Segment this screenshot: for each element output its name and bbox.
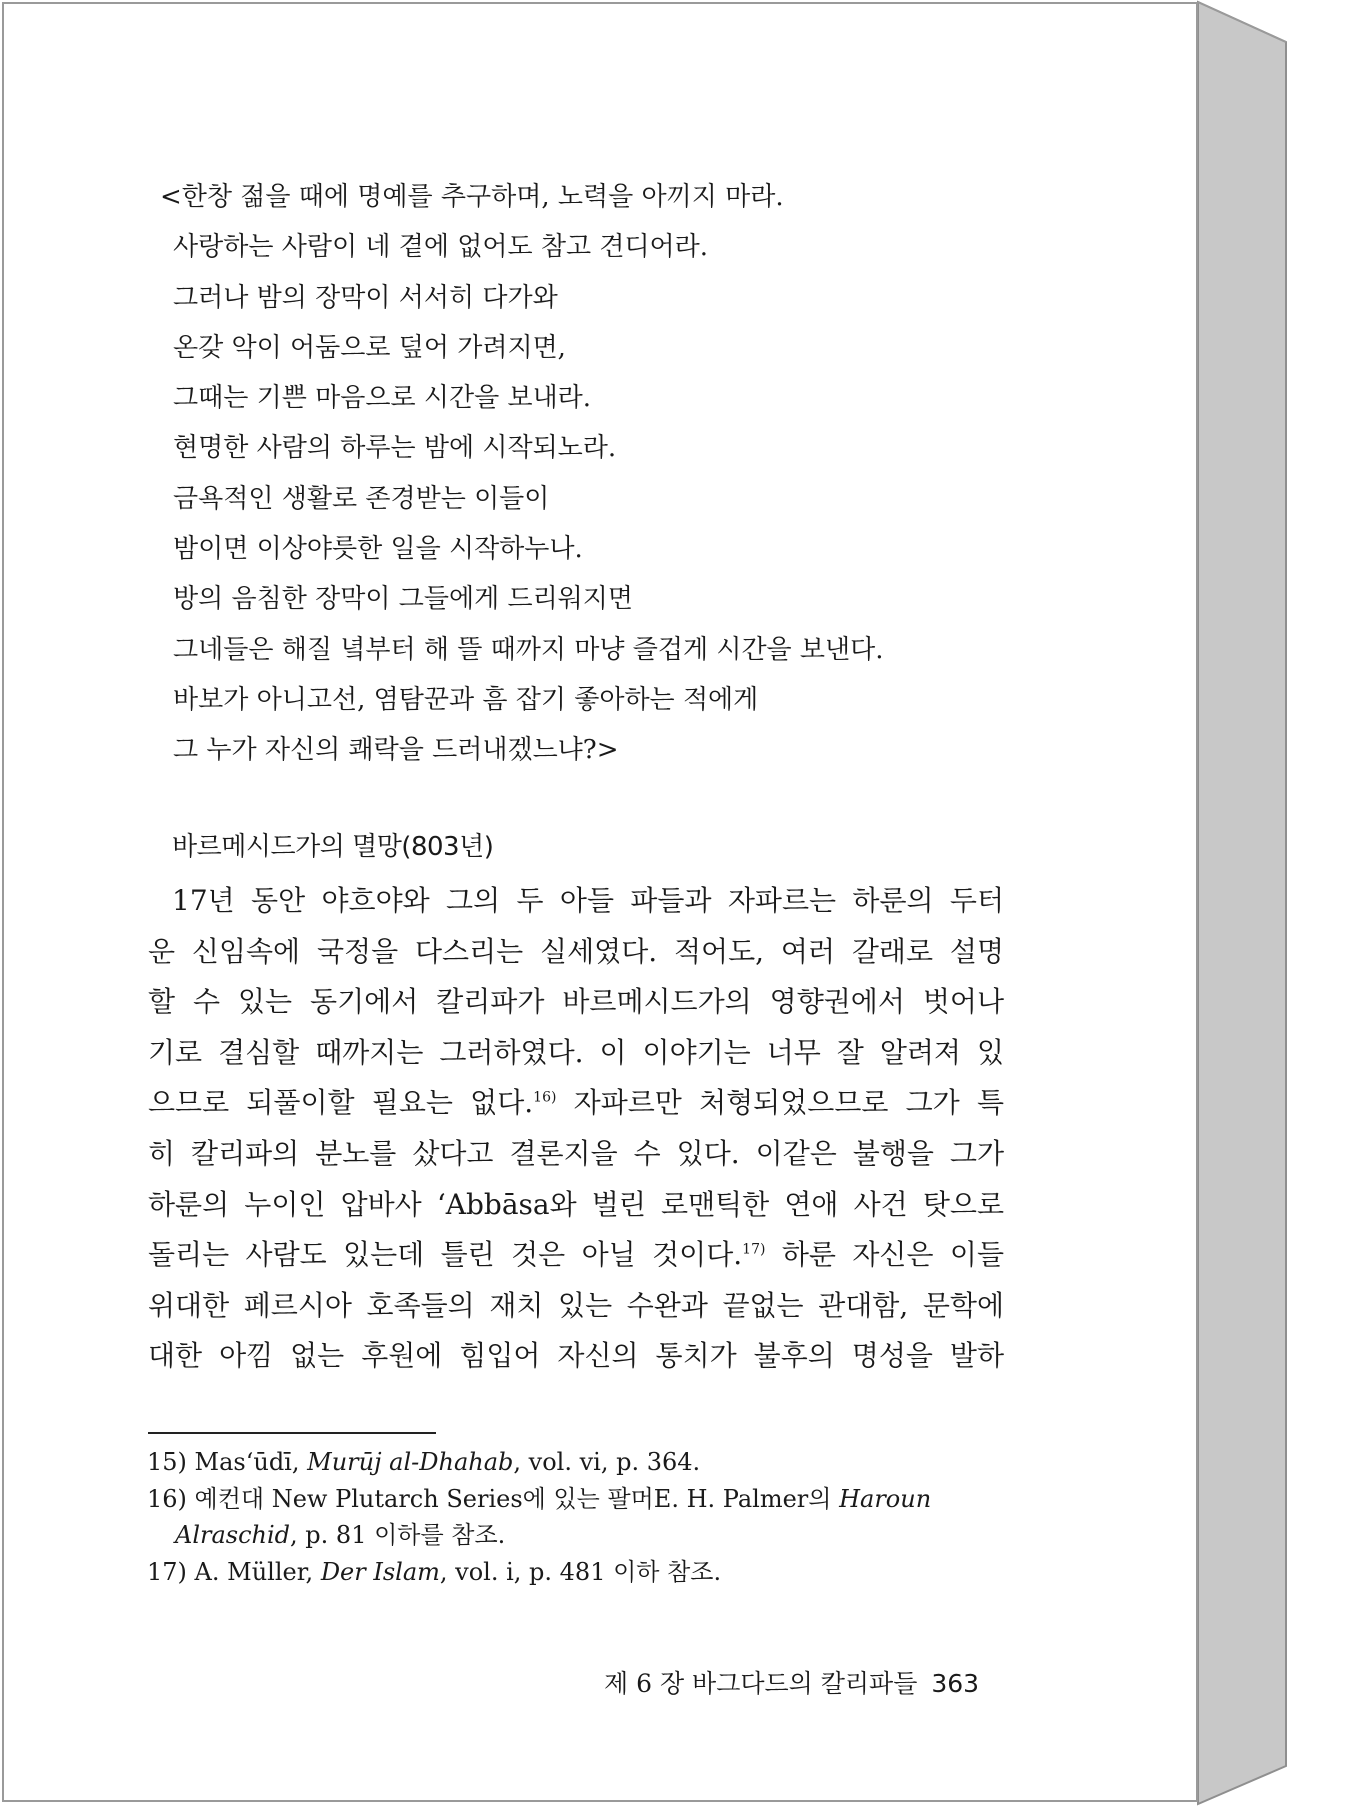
body-line: 히 칼리파의 분노를 샀다고 결론지을 수 있다. 이같은 불행을 그가	[148, 1136, 1004, 1170]
page-number: 363	[931, 1669, 980, 1698]
footnotes	[147, 1444, 1007, 1590]
chapter-title: 제 6 장 바그다드의 칼리파들	[604, 1669, 918, 1698]
poem-line: 현명한 사람의 하루는 밤에 시작되노라.	[173, 433, 617, 464]
body-text: 으므로 되풀이할 필요는 없다.	[148, 1086, 534, 1120]
footnote-text: , vol. i, p. 481 이하 참조.	[439, 1557, 722, 1586]
footnote-text: , vol. vi, p. 364.	[513, 1448, 701, 1476]
body-text: 하룬 자신은 이들	[765, 1238, 1004, 1272]
poem-line: 바보가 아니고선, 염탐꾼과 흠 잡기 좋아하는 적에게	[173, 684, 759, 715]
poem-line: 방의 음침한 장막이 그들에게 드리워지면	[173, 584, 634, 615]
body-line	[148, 1078, 1004, 1129]
poem-line: 온갖 악이 어둠으로 덮어 가려지면,	[173, 332, 566, 363]
body-paragraph	[148, 876, 1004, 1382]
footnote-text: 16) 예컨대 New Plutarch Series에 있는 팔머E. H. Palmer의	[147, 1484, 840, 1513]
footnote-title: Murūj al-Dhahab	[307, 1448, 514, 1476]
footnote-title: Haroun	[839, 1484, 932, 1513]
footnote-17	[147, 1554, 1007, 1591]
footnote-15	[147, 1444, 1007, 1481]
footnote-text: 15) Mas‘ūdī,	[147, 1448, 308, 1476]
poem-block	[160, 172, 884, 776]
body-line	[148, 1230, 1004, 1281]
body-line: 할 수 있는 동기에서 칼리파가 바르메시드가의 영향권에서 벗어나	[148, 985, 1004, 1019]
footnote-ref-16[interactable]: 16)	[533, 1090, 557, 1107]
body-text: 돌리는 사람도 있는데 틀린 것은 아닐 것이다.	[148, 1238, 743, 1272]
poem-line: 그때는 기쁜 마음으로 시간을 보내라.	[173, 383, 592, 414]
footnote-text: , p. 81 이하를 참조.	[290, 1521, 506, 1549]
footnote-title: Alraschid	[175, 1521, 291, 1549]
poem-line: 그러나 밤의 장막이 서서히 다가와	[173, 282, 558, 313]
footnote-16	[147, 1481, 1007, 1518]
poem-line: 밤이면 이상야릇한 일을 시작하누나.	[173, 534, 583, 565]
footnote-text: 17) A. Müller,	[147, 1557, 321, 1586]
body-line: 대한 아낌 없는 후원에 힘입어 자신의 통치가 불후의 명성을 발하	[148, 1339, 1004, 1373]
running-footer	[604, 1664, 979, 1700]
body-line: 운 신임속에 국정을 다스리는 실세였다. 적어도, 여러 갈래로 설명	[148, 934, 1004, 968]
body-line: 위대한 페르시아 호족들의 재치 있는 수완과 끝없는 관대함, 문학에	[148, 1288, 1004, 1322]
poem-line: 사랑하는 사람이 네 곁에 없어도 참고 견디어라.	[173, 232, 709, 263]
footnote-16-continued	[147, 1517, 1007, 1554]
body-line: 17년 동안 야흐야와 그의 두 아들 파들과 자파르는 하룬의 두터	[172, 884, 1004, 917]
section-heading: 바르메시드가의 멸망(803년)	[172, 832, 494, 862]
poem-line: 그네들은 해질 녘부터 해 뜰 때까지 마냥 즐겁게 시간을 보낸다.	[173, 634, 884, 665]
footnote-title: Der Islam	[320, 1557, 440, 1586]
body-line: 기로 결심할 때까지는 그러하였다. 이 이야기는 너무 잘 알려져 있	[148, 1035, 1004, 1069]
poem-line: 금욕적인 생활로 존경받는 이들이	[173, 483, 550, 514]
poem-line: <한창 젊을 때에 명예를 추구하며, 노력을 아끼지 마라.	[160, 182, 784, 212]
footnote-ref-17[interactable]: 17)	[742, 1241, 766, 1258]
body-text: 자파르만 처형되었으므로 그가 특	[556, 1086, 1004, 1120]
footnote-divider	[148, 1432, 436, 1434]
body-line: 하룬의 누이인 압바사 ‘Abbāsa와 벌린 로맨틱한 연애 사건 탓으로	[148, 1187, 1004, 1221]
poem-line: 그 누가 자신의 쾌락을 드러내겠느냐?>	[173, 735, 619, 766]
